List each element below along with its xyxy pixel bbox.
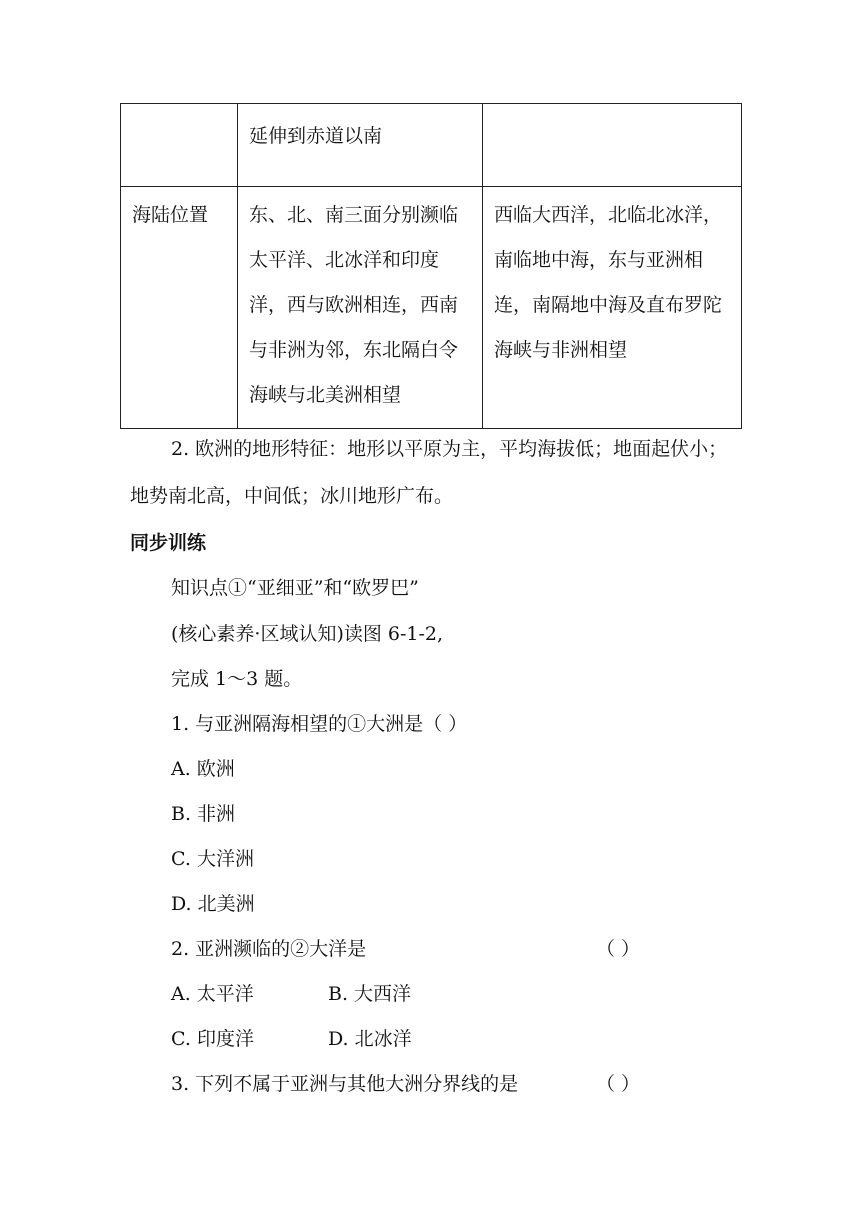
knowledge-point: 知识点①“亚细亚”和“欧罗巴” — [171, 577, 419, 599]
instruction-line: 完成 1～3 题。 — [171, 668, 303, 690]
terrain-paragraph: 2. 欧洲的地形特征：地形以平原为主，平均海拔低；地面起伏小；地势南北高，中间低；冰川地形广布。 — [130, 438, 728, 507]
question-1-option-a: A. 欧洲 — [171, 758, 235, 780]
question-3-stem: 3. 下列不属于亚洲与其他大洲分界线的是 — [171, 1073, 519, 1095]
question-1-option-b: B. 非洲 — [171, 803, 236, 825]
question-2-stem: 2. 亚洲濒临的②大洋是 — [171, 938, 367, 960]
question-2-option-a: A. 太平洋 — [171, 983, 254, 1005]
table-cell — [121, 104, 238, 187]
table-row — [121, 104, 742, 187]
asia-position-cell: 东、北、南三面分别濒临太平洋、北冰洋和印度洋，西与欧洲相连，西南与非洲为邻，东北隔白令海峡与北美洲相望 — [238, 187, 483, 429]
table-cell: 延伸到赤道以南 — [238, 104, 483, 187]
row-header-sea-land-position: 海陆位置 — [121, 187, 238, 429]
table-cell — [483, 104, 742, 187]
question-1-option-d: D. 北美洲 — [171, 893, 255, 915]
question-2-option-b: B. 大西洋 — [328, 983, 412, 1005]
question-2-option-c: C. 印度洋 — [171, 1028, 254, 1050]
section-heading: 同步训练 — [130, 532, 207, 554]
question-2-answer-blank: （ ） — [596, 938, 641, 960]
europe-position-cell: 西临大西洋，北临北冰洋，南临地中海，东与亚洲相连，南隔地中海及直布罗陀海峡与非洲相望 — [483, 187, 742, 429]
comparison-table — [120, 103, 742, 429]
question-3-answer-blank: （ ） — [596, 1073, 641, 1095]
question-1-option-c: C. 大洋洲 — [171, 848, 254, 870]
core-literacy-line: (核心素养·区域认知)读图 6-1-2, — [171, 623, 444, 645]
table-row — [121, 187, 742, 429]
question-2-option-d: D. 北冰洋 — [328, 1028, 412, 1050]
question-1-stem: 1. 与亚洲隔海相望的①大洲是（ ） — [171, 713, 468, 735]
